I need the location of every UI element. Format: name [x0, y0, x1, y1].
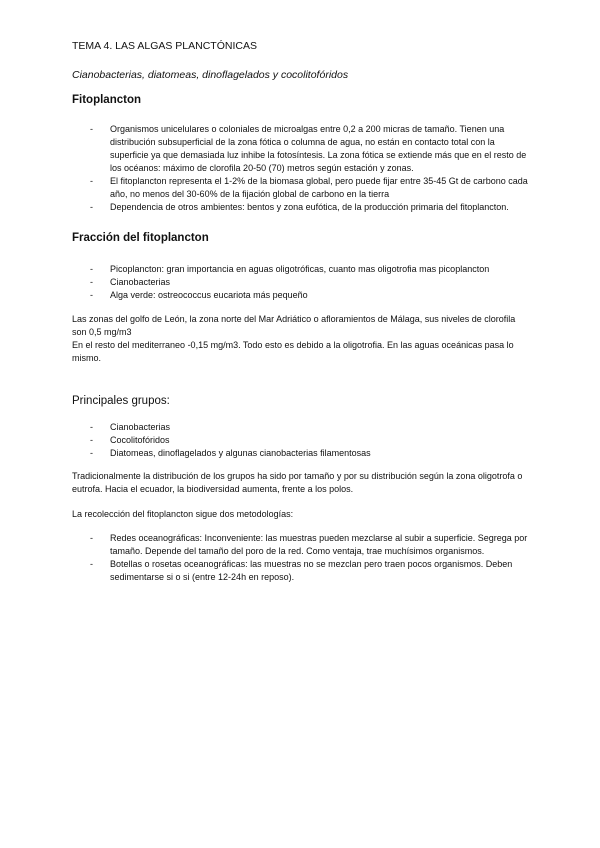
paragraph: En el resto del mediterraneo -0,15 mg/m3. Todo esto es debido a la oligotrofia. En las aguas oceánicas pasa lo mismo. — [72, 340, 514, 363]
document-subtitle: Cianobacterias, diatomeas, dinoflagelados y cocolitofóridos — [72, 69, 349, 81]
list-item: - Diatomeas, dinoflagelados y algunas cianobacterias filamentosas — [72, 447, 532, 460]
list-item: - Alga verde: ostreococcus eucariota más pequeño — [72, 289, 532, 302]
paragraph: La recolección del fitoplancton sigue dos metodologías: — [72, 509, 294, 519]
heading-principales-grupos: Principales grupos: — [72, 395, 170, 407]
document-title: TEMA 4. LAS ALGAS PLANCTÓNICAS — [72, 40, 257, 52]
metodologias-list — [72, 532, 532, 584]
fraccion-list — [72, 263, 532, 302]
list-item: - Cianobacterias — [72, 276, 532, 289]
list-item: - Picoplancton: gran importancia en aguas oligotróficas, cuanto mas oligotrofia mas picoplancton — [72, 263, 532, 276]
list-item: - Organismos unicelulares o coloniales de microalgas entre 0,2 a 200 micras de tamaño. Tienen una distribución subsuperficial de la zona fótica o columna de agua, no están en contacto total con la superficie ya que demasiada luz inhibe la fotosíntesis. La zona fótica se extiende más que en el resto de los océanos: máximo de clorofila 20-50 (70) metros según estación y zonas. — [72, 123, 532, 175]
fitoplancton-list — [72, 123, 532, 214]
grupos-list — [72, 421, 532, 460]
list-item: - Cocolitofóridos — [72, 434, 532, 447]
list-item: - Botellas o rosetas oceanográficas: las muestras no se mezclan pero traen pocos organismos. Deben sedimentarse si o si (entre 12-24h en reposo). — [72, 558, 532, 584]
heading-fraccion: Fracción del fitoplancton — [72, 232, 209, 244]
heading-fitoplancton: Fitoplancton — [72, 94, 141, 106]
list-item: - El fitoplancton representa el 1-2% de la biomasa global, pero puede fijar entre 35-45 Gt de carbono cada año, no menos del 30-60% de la fijación global de carbono en la tierra — [72, 175, 532, 201]
document-page — [72, 40, 532, 584]
paragraph: Las zonas del golfo de León, la zona norte del Mar Adriático o afloramientos de Málaga, sus niveles de clorofila son 0,5 mg/m3 — [72, 314, 516, 337]
list-item: - Dependencia de otros ambientes: bentos y zona eufótica, de la producción primaria del fitoplancton. — [72, 201, 532, 214]
list-item: - Redes oceanográficas: Inconveniente: las muestras pueden mezclarse al subir a superficie. Segrega por tamaño. Depende del tamaño del poro de la red. Como ventaja, trae muchísimos organismos. — [72, 532, 532, 558]
list-item: - Cianobacterias — [72, 421, 532, 434]
paragraph: Tradicionalmente la distribución de los grupos ha sido por tamaño y por su distribución según la zona oligotrofa o eutrofa. Hacia el ecuador, la biodiversidad aumenta, frente a los polos. — [72, 471, 523, 494]
